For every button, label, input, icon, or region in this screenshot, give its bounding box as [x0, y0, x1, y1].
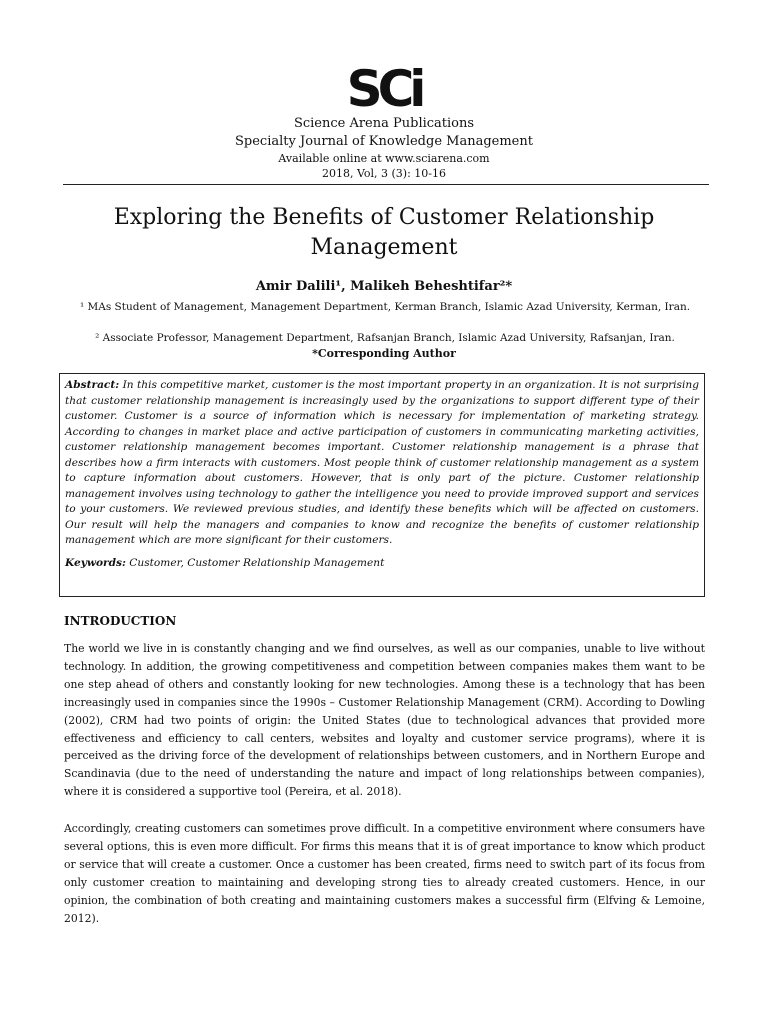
sci-logo — [344, 60, 424, 112]
paper-title: Exploring the Benefits of Customer Relationship Management — [113, 205, 655, 260]
intro-paragraph-1: The world we live in is constantly changing and we find ourselves, as well as our companies, unable to live without technology. In addition, the growing competitiveness and competition between companies makes them want to be one step ahead of others and constantly looking for new technologies. Among these is a technology that has been increasingly used in companies since the 1990s – Customer Relationship Management (CRM). According to Dowling (2002), CRM had two points of origin: the United States (due to technological advances that provided more effectiveness and efficiency to call centers, websites and loyalty and customer service programs), where it is perceived as the driving force of the development of relationships between customers, and in Northern Europe and Scandinavia (due to the need of understanding the nature and impact of long relationships between companies), where it is considered a supportive tool (Pereira, et al. 2018). — [64, 642, 705, 799]
header-divider — [63, 184, 709, 185]
intro-paragraph-2: Accordingly, creating customers can sometimes prove difficult. In a competitive environment where consumers have several options, this is even more difficult. For firms this means that it is of great importance to know which product or service that will create a customer. Once a customer has been created, firms need to switch part of its focus from only customer creation to maintaining and developing strong ties to already created customers. Hence, in our opinion, the combination of both creating and maintaining customers makes a successful firm (Elfving & Lemoine, 2012). — [64, 822, 705, 925]
abstract-text: In this competitive market, customer is the most important property in an organization. It is not surprising that customer relationship management is increasingly used by the organizations to support different type of their customer. Customer is a source of information which is necessary for implementation of marketing strategy. According to changes in market place and active participation of customers in communicating marketing activities, customer relationship management becomes important. Customer relationship management is a phrase that describes how a firm interacts with customers. Most people think of customer relationship management as a system to capture information about customers. However, that is only part of the picture. Customer relationship management involves using technology to gather the intelligence you need to provide improved support and services to your customers. We reviewed previous studies, and identify these benefits which will be affected on customers. Our result will help the managers and companies to know and recognize the benefits of customer relationship management which are more significant for their customers. — [65, 379, 699, 546]
availability-note: Available online at www.sciarena.com — [278, 152, 490, 165]
keywords-label: Keywords: — [65, 556, 126, 569]
introduction-heading: INTRODUCTION — [64, 614, 177, 628]
affiliation-1: ¹ MAs Student of Management, Management Department, Kerman Branch, Islamic Azad University, Kerman, Iran. — [79, 301, 691, 313]
abstract-paragraph — [65, 378, 699, 549]
abstract-box — [59, 373, 705, 597]
abstract-label: Abstract: — [65, 379, 120, 391]
journal-name: Specialty Journal of Knowledge Management — [235, 134, 533, 149]
keywords-line — [65, 557, 699, 569]
affiliation-2: ² Associate Professor, Management Department, Rafsanjan Branch, Islamic Azad University, Rafsanjan, Iran. — [95, 332, 675, 344]
author-list: Amir Dalili¹, Malikeh Beheshtifar²* — [255, 279, 513, 294]
issue-info: 2018, Vol, 3 (3): 10-16 — [321, 167, 447, 180]
keywords-text: Customer, Customer Relationship Management — [125, 556, 385, 569]
corresponding-author-note: *Corresponding Author — [312, 347, 456, 360]
publisher-name: Science Arena Publications — [293, 116, 475, 131]
logo-text: SCi — [346, 60, 422, 112]
